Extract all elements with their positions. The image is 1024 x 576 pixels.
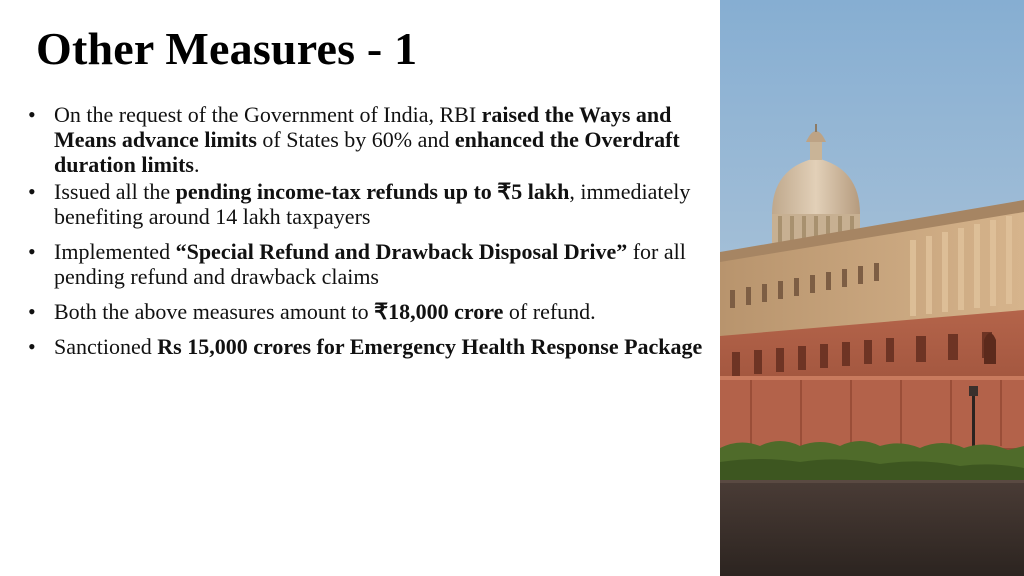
bullet-text: On the request of the Government of India, RBI — [54, 102, 482, 127]
bullet-item — [28, 179, 708, 229]
slide-title: Other Measures - 1 — [36, 23, 418, 74]
bullet-text: Sanctioned — [54, 334, 158, 359]
bullet-text: for all pending refund and drawback claims — [54, 239, 686, 289]
bullet-item — [28, 239, 708, 289]
bullet-item — [28, 334, 708, 359]
bullet-text-bold: “Special Refund and Drawback Disposal Drive” — [175, 239, 628, 264]
bullet-text-bold: pending income-tax refunds up to ₹5 lakh — [175, 179, 570, 204]
bullet-text: of refund. — [503, 299, 596, 324]
bullet-glyph: • — [28, 239, 36, 264]
bullet-text: , immediately benefiting around 14 lakh taxpayers — [54, 179, 691, 229]
bullet-item — [28, 299, 708, 324]
bullet-text: Implemented — [54, 239, 176, 264]
bullet-text-bold: ₹18,000 crore — [374, 299, 504, 324]
bullet-glyph: • — [28, 334, 36, 359]
bullet-text: . — [193, 152, 200, 177]
bullet-glyph: • — [28, 179, 36, 204]
bullet-text-bold: Rs 15,000 crores for Emergency Health Response Package — [157, 334, 703, 359]
bullet-item — [28, 102, 708, 177]
bullet-glyph: • — [28, 102, 36, 127]
bullet-list — [28, 102, 708, 359]
bullet-text-bold: enhanced the Overdraft duration limits — [54, 127, 680, 177]
bullet-text: Issued all the — [54, 179, 176, 204]
bullet-glyph: • — [28, 299, 36, 324]
bullet-text: of States by 60% and — [256, 127, 455, 152]
bullet-text-bold: raised the Ways and Means advance limits — [54, 102, 672, 152]
government-building-photo — [720, 0, 1024, 576]
bullet-text: Both the above measures amount to — [54, 299, 375, 324]
